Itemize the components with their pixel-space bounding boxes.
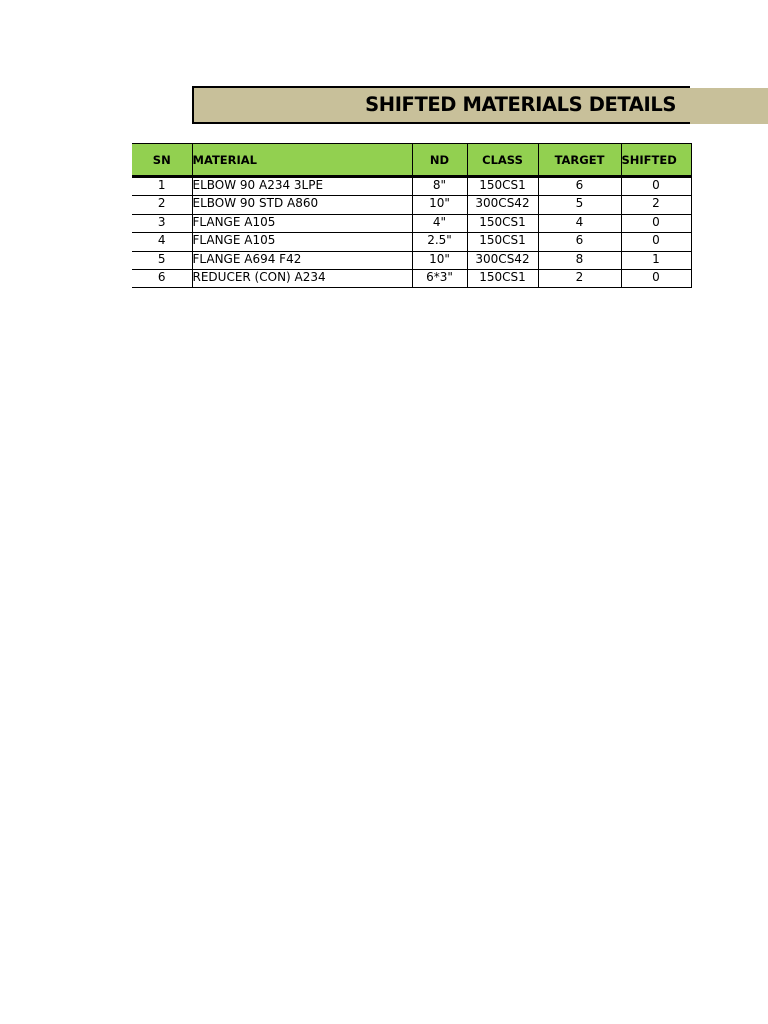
table-row bbox=[132, 269, 691, 287]
cell-target: 4 bbox=[538, 214, 621, 232]
cell-target: 5 bbox=[538, 196, 621, 214]
cell-nd: 10" bbox=[412, 196, 467, 214]
cell-class: 300CS42 bbox=[467, 196, 538, 214]
cell-target: 8 bbox=[538, 251, 621, 269]
header-material: MATERIAL bbox=[192, 144, 412, 177]
table-header-row bbox=[132, 144, 691, 177]
cell-nd: 2.5" bbox=[412, 233, 467, 251]
header-sn: SN bbox=[132, 144, 192, 177]
cell-nd: 4" bbox=[412, 214, 467, 232]
cell-target: 6 bbox=[538, 233, 621, 251]
cell-target: 6 bbox=[538, 177, 621, 196]
cell-material: FLANGE A105 bbox=[192, 214, 412, 232]
table-row bbox=[132, 214, 691, 232]
cell-nd: 8" bbox=[412, 177, 467, 196]
cell-shifted: 0 bbox=[621, 233, 691, 251]
cell-nd: 10" bbox=[412, 251, 467, 269]
cell-nd: 6*3" bbox=[412, 269, 467, 287]
cell-sn: 6 bbox=[132, 269, 192, 287]
cell-sn: 3 bbox=[132, 214, 192, 232]
table-row bbox=[132, 196, 691, 214]
cell-shifted: 0 bbox=[621, 177, 691, 196]
table-row bbox=[132, 233, 691, 251]
header-class: CLASS bbox=[467, 144, 538, 177]
cell-class: 300CS42 bbox=[467, 251, 538, 269]
materials-table bbox=[132, 143, 692, 288]
cell-shifted: 1 bbox=[621, 251, 691, 269]
cell-material: ELBOW 90 A234 3LPE bbox=[192, 177, 412, 196]
table-row bbox=[132, 177, 691, 196]
cell-sn: 4 bbox=[132, 233, 192, 251]
cell-shifted: 0 bbox=[621, 214, 691, 232]
cell-class: 150CS1 bbox=[467, 233, 538, 251]
table-row bbox=[132, 251, 691, 269]
header-target: TARGET bbox=[538, 144, 621, 177]
header-nd: ND bbox=[412, 144, 467, 177]
cell-material: FLANGE A694 F42 bbox=[192, 251, 412, 269]
cell-material: REDUCER (CON) A234 bbox=[192, 269, 412, 287]
cell-shifted: 2 bbox=[621, 196, 691, 214]
cell-class: 150CS1 bbox=[467, 269, 538, 287]
title-banner-extension bbox=[690, 88, 768, 124]
cell-material: ELBOW 90 STD A860 bbox=[192, 196, 412, 214]
cell-sn: 2 bbox=[132, 196, 192, 214]
cell-target: 2 bbox=[538, 269, 621, 287]
cell-sn: 1 bbox=[132, 177, 192, 196]
page-title: SHIFTED MATERIALS DETAILS bbox=[365, 93, 676, 116]
header-shifted: SHIFTED bbox=[621, 144, 691, 177]
cell-sn: 5 bbox=[132, 251, 192, 269]
cell-shifted: 0 bbox=[621, 269, 691, 287]
cell-class: 150CS1 bbox=[467, 177, 538, 196]
cell-material: FLANGE A105 bbox=[192, 233, 412, 251]
cell-class: 150CS1 bbox=[467, 214, 538, 232]
